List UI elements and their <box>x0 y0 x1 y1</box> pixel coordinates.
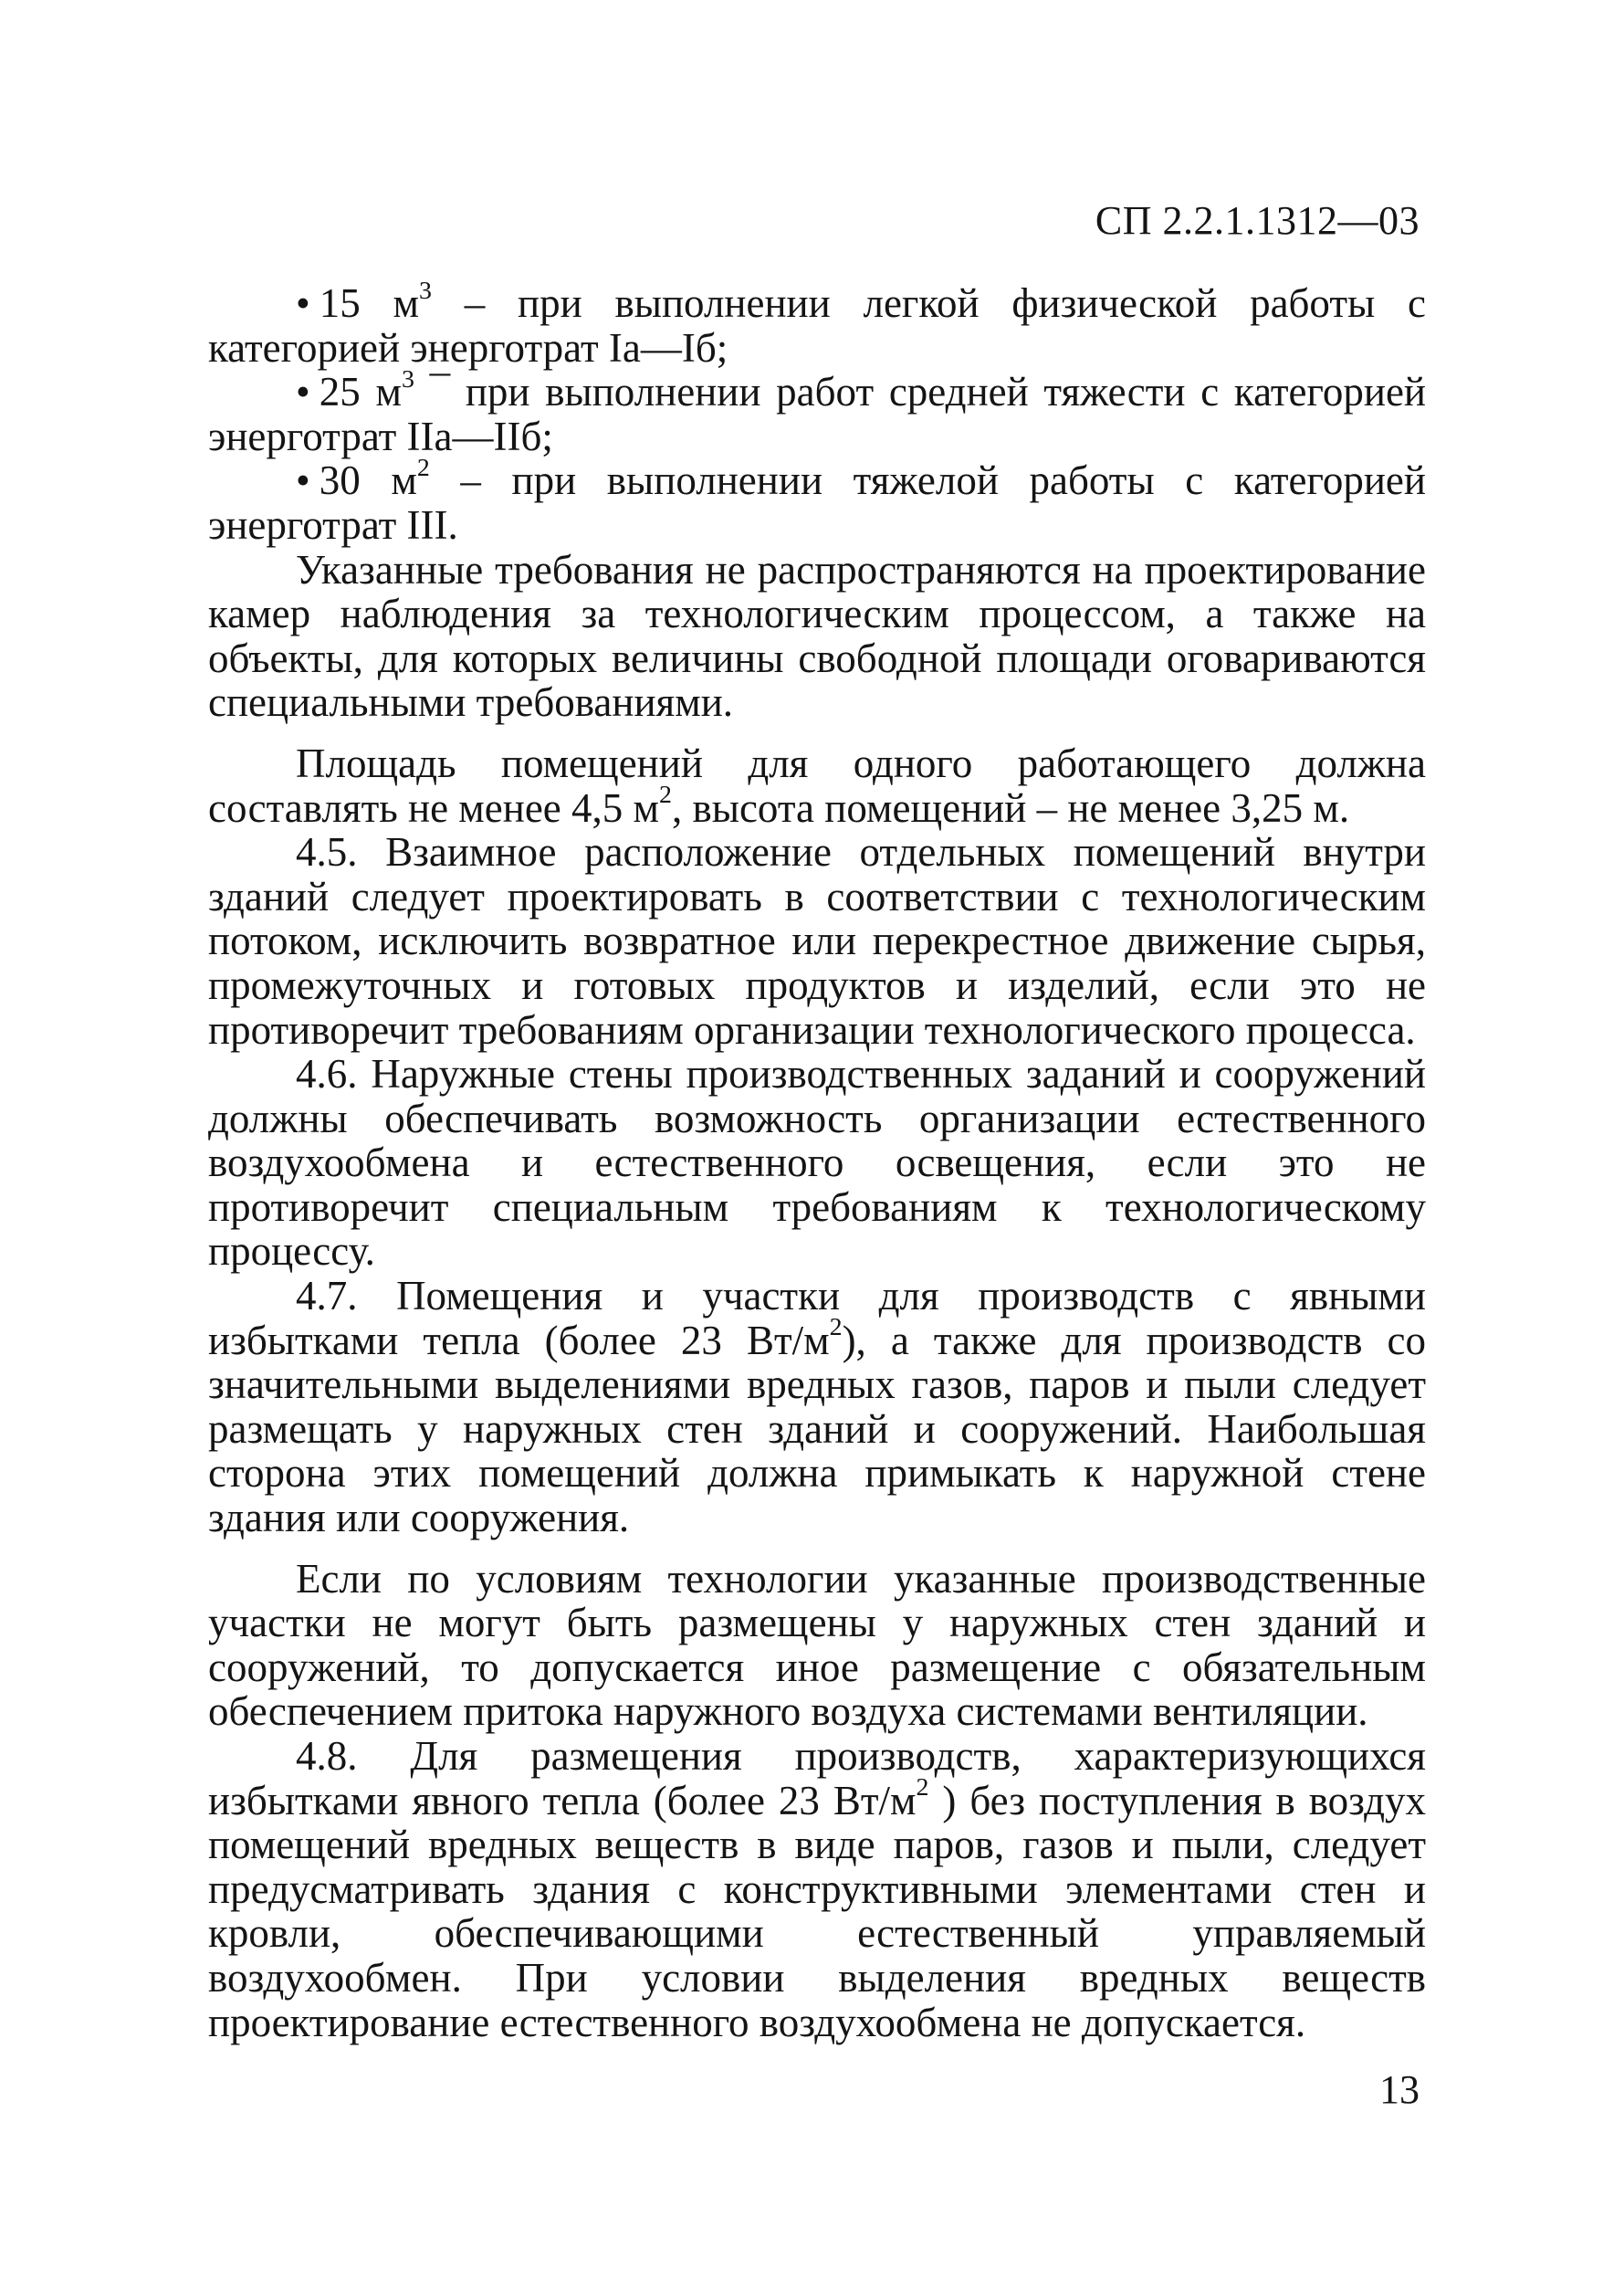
unit-exponent: 2 <box>916 1773 929 1802</box>
bullet-dash: ¯ <box>414 369 451 415</box>
paragraph-4-7: 4.7. Помещения и участки для производств с явными избытками тепла (более 23 $Вт/м^2$), а также для производств со значительными выделениями вредных газов, паров и пыли следует размещать у наружных стен зданий и сооружений. Наибольшая сторона этих помещений должна примыкать к наружной стене здания или сооружения. <box>208 1273 1426 1541</box>
unit-exponent: 2 <box>659 781 672 810</box>
bullet-value: 25 <box>319 369 361 415</box>
bullet-dash: – <box>431 280 486 326</box>
bullet-unit: м <box>391 457 417 504</box>
bullet-unit: м <box>393 280 420 326</box>
bullet-icon: • <box>296 457 310 504</box>
paragraph-placement-exception: Если по условиям технологии указанные производственные участки не могут быть размещены у наружных стен зданий и сооружений, то допускается иное размещение с обязательным обеспечением притока наружного воздуха системами вентиляции. <box>208 1555 1426 1735</box>
bullet-value: 30 <box>319 457 361 504</box>
paragraph-area-per-worker: Площадь помещений для одного работающего должна составлять не менее 4,5 $м^2$, высота помещений – не менее 3,25 м. <box>208 740 1426 831</box>
bullet-value: 15 <box>319 280 361 326</box>
bullet-dash: – <box>429 457 481 504</box>
body-text <box>208 276 1427 2045</box>
bullet-icon: • <box>296 280 310 326</box>
unit-exponent: 2 <box>829 1313 843 1342</box>
bullet-item-light-work <box>208 276 1426 371</box>
bullet-item-medium-work <box>208 365 1427 459</box>
bullet-icon: • <box>296 369 310 415</box>
paragraph-4-8: 4.8. Для размещения производств, характеризующихся избытками явного тепла (более 23 $Вт/м^2$ ) без поступления в воздух помещений вредных веществ в виде паров, газов и пыли, следует предусматривать здания с конструктивными элементами стен и кровли, обеспечивающими естественный управляемый воздухообмен. При условии выделения вредных веществ проектирование естественного воздухообмена не допускается. <box>208 1733 1426 2045</box>
paragraph-4-6: 4.6. Наружные стены производственных заданий и сооружений должны обеспечивать возможность организации естественного воздухообмена и естественного освещения, если это не противоречит специальным требованиям к технологическому процессу. <box>208 1051 1426 1275</box>
bullet-unit-exponent: 3 <box>419 276 432 305</box>
paragraph-4-5: 4.5. Взаимное расположение отдельных помещений внутри зданий следует проектировать в соответствии с технологическим потоком, исключить возвратное или перекрестное движение сырья, промежуточных и готовых продуктов и изделий, если это не противоречит требованиям организации технологического процесса. <box>208 829 1426 1053</box>
bullet-item-heavy-work <box>208 454 1426 548</box>
bullet-text: при выполнении работ средней тяжести с категорией энерготрат IIа—IIб; <box>208 369 1427 459</box>
bullet-unit: м <box>375 369 402 415</box>
bullet-unit-exponent: 3 <box>401 365 414 394</box>
bullet-text: при выполнении тяжелой работы с категорией энерготрат III. <box>208 457 1426 548</box>
document-code: СП 2.2.1.1312—03 <box>1095 198 1420 243</box>
page-number: 13 <box>1379 2067 1420 2112</box>
bullet-unit-exponent: 2 <box>416 454 430 483</box>
bullet-text: при выполнении легкой физической работы с категорией энерготрат Iа—Iб; <box>208 280 1426 371</box>
paragraph-exceptions: Указанные требования не распространяются на проектирование камер наблюдения за технологическим процессом, а также на объекты, для которых величины свободной площади оговариваются специальными требованиями. <box>208 546 1426 726</box>
